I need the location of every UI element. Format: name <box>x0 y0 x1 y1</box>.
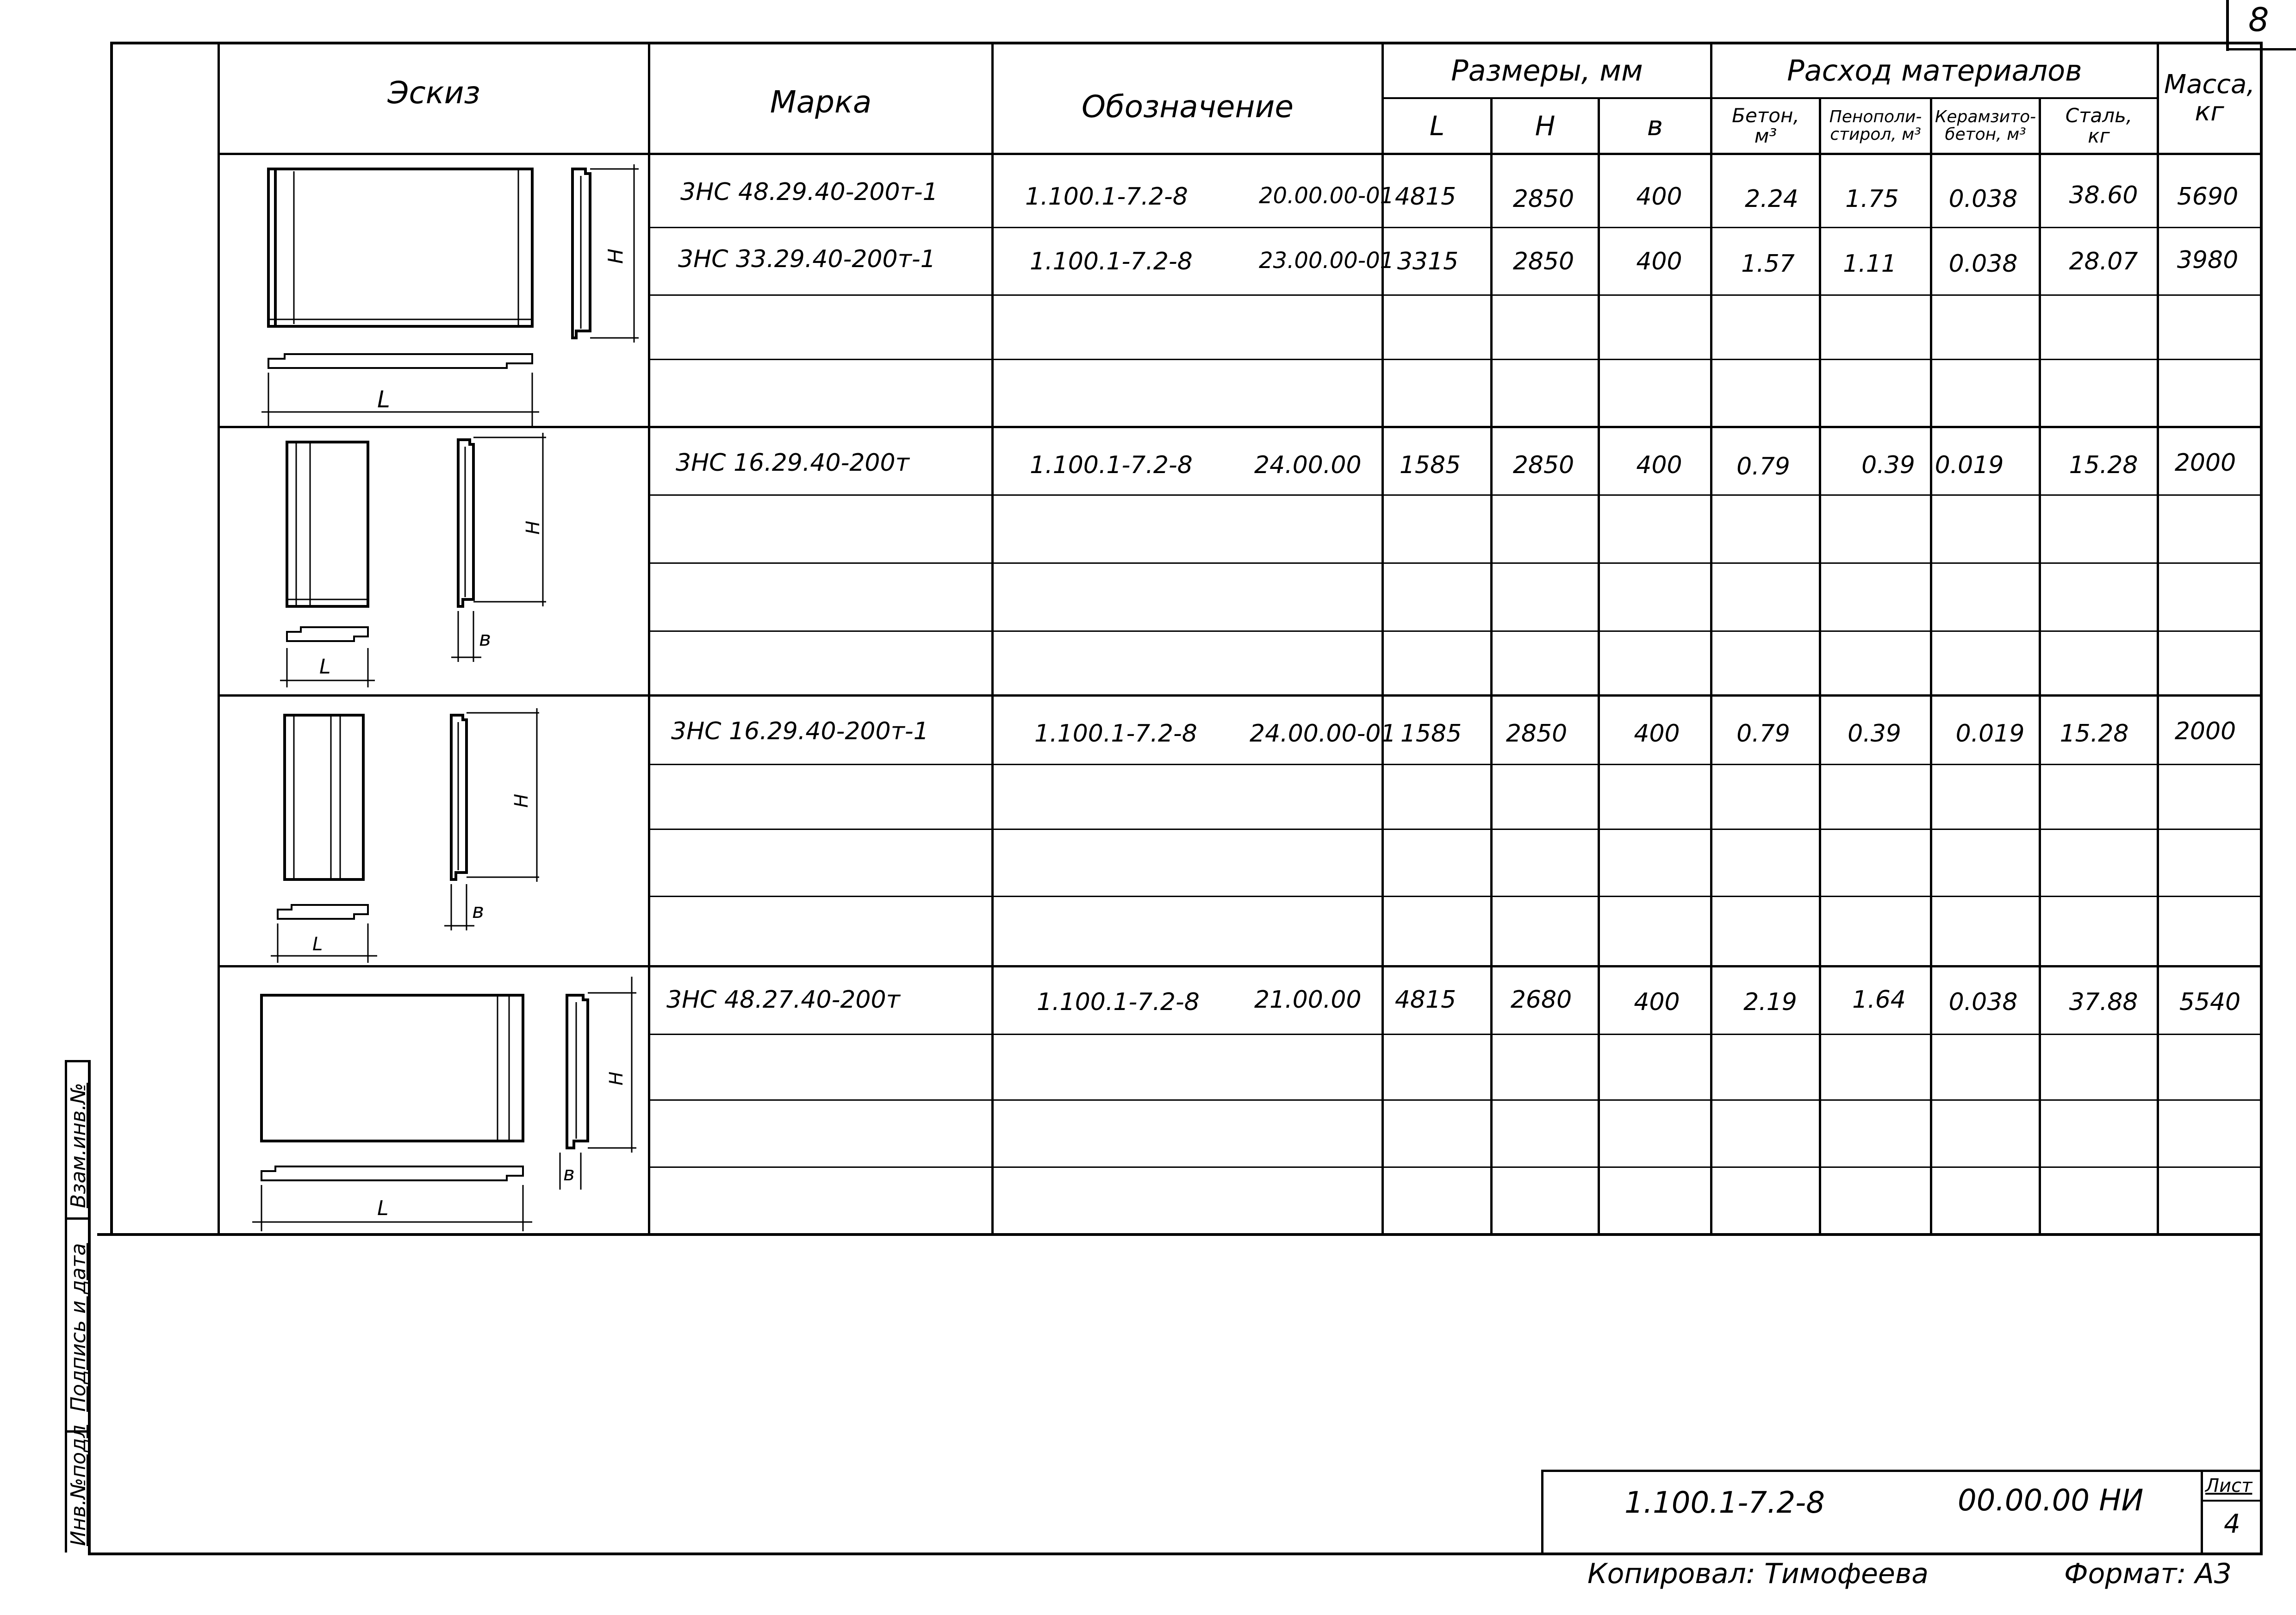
frame-left <box>110 42 113 1236</box>
row-code: 23.00.00-01 <box>1259 248 1394 274</box>
row-H: 2850 <box>1506 720 1568 748</box>
sketch-panel-small-2 <box>220 697 648 965</box>
side-stamp-sign-date: Подпись и дата <box>67 1243 90 1412</box>
header-concrete: Бетон, м³ <box>1732 104 1799 147</box>
row-claydite: 0.038 <box>1948 988 2018 1016</box>
row-claydite: 0.019 <box>1935 451 2004 479</box>
sketch-panel-small-1 <box>220 428 648 694</box>
header-size-H: H <box>1535 110 1556 142</box>
row-claydite: 0.019 <box>1955 720 2025 748</box>
title-doc-number: 1.100.1-7.2-8 <box>1624 1486 1825 1520</box>
row-steel: 28.07 <box>2069 248 2138 275</box>
row-L: 4815 <box>1394 183 1456 211</box>
row-L: 3315 <box>1397 248 1459 275</box>
sketch-label-L: L <box>377 1197 389 1220</box>
header-claydite: Керамзито-бетон, м³ <box>1935 107 2036 144</box>
row-concrete: 1.57 <box>1741 250 1795 278</box>
row-H: 2850 <box>1512 451 1574 479</box>
sketch-label-L: L <box>377 386 390 413</box>
side-stamp <box>65 1060 91 1553</box>
row-doc: 1.100.1-7.2-8 <box>1034 720 1197 748</box>
row-b: 400 <box>1636 183 1682 211</box>
frame-right <box>2260 42 2263 1555</box>
row-mass: 3980 <box>2177 246 2239 274</box>
row-claydite: 0.038 <box>1948 250 2018 278</box>
row-code: 24.00.00-01 <box>1250 720 1396 748</box>
row-H: 2850 <box>1512 185 1574 213</box>
header-designation: Обозначение <box>1082 89 1294 125</box>
row-claydite: 0.038 <box>1948 185 2018 213</box>
sketch-label-b: в <box>479 627 491 651</box>
header-materials: Расход материалов <box>1787 54 2082 88</box>
title-sheet-label: Лист <box>2205 1475 2252 1497</box>
sketch-label-H: H <box>523 520 544 535</box>
row-doc: 1.100.1-7.2-8 <box>1025 183 1188 211</box>
row-concrete: 0.79 <box>1736 453 1790 480</box>
row-concrete: 0.79 <box>1736 720 1790 748</box>
row-polystyrene: 1.75 <box>1845 185 1899 213</box>
row-polystyrene: 0.39 <box>1848 720 1901 748</box>
row-L: 4815 <box>1394 986 1456 1014</box>
row-mass: 5690 <box>2177 183 2239 211</box>
row-L: 1585 <box>1399 451 1461 479</box>
sketch-label-b: в <box>472 899 484 923</box>
row-L: 1585 <box>1400 720 1462 748</box>
row-concrete: 2.24 <box>1745 185 1798 213</box>
sketch-label-L: L <box>312 934 323 955</box>
sketch-label-H: H <box>606 1071 627 1085</box>
footer-copied-by: Копировал: Тимофеева <box>1587 1558 1929 1590</box>
row-steel: 37.88 <box>2069 988 2138 1016</box>
row-doc: 1.100.1-7.2-8 <box>1037 988 1200 1016</box>
row-mass: 2000 <box>2174 449 2236 477</box>
row-mark: 3НС 16.29.40-200т-1 <box>671 717 929 745</box>
row-steel: 15.28 <box>2069 451 2138 479</box>
footer-format: Формат: А3 <box>2064 1558 2232 1590</box>
sheet-corner-number: 8 <box>2248 1 2269 39</box>
row-code: 21.00.00 <box>1254 986 1362 1014</box>
header-steel: Сталь, кг <box>2065 104 2133 147</box>
header-sizes: Размеры, мм <box>1451 54 1643 88</box>
row-code: 24.00.00 <box>1254 451 1362 479</box>
row-mark: 3НС 16.29.40-200т <box>676 449 909 477</box>
sketch-label-L: L <box>319 655 331 679</box>
side-stamp-inv-repl: Взам.инв.№ <box>67 1083 90 1208</box>
header-size-L: L <box>1429 110 1445 142</box>
row-H: 2850 <box>1512 248 1574 275</box>
row-mass: 2000 <box>2174 717 2236 745</box>
row-polystyrene: 1.64 <box>1852 986 1906 1014</box>
row-b: 400 <box>1634 988 1680 1016</box>
row-mark: 3НС 33.29.40-200т-1 <box>678 245 936 273</box>
sketch-label-H: H <box>604 248 628 264</box>
header-mark: Марка <box>770 84 872 120</box>
row-code: 20.00.00-01 <box>1259 183 1394 209</box>
row-polystyrene: 1.11 <box>1843 250 1897 278</box>
row-mass: 5540 <box>2179 988 2241 1016</box>
row-steel: 38.60 <box>2069 181 2138 209</box>
header-polystyrene: Пенополи-стирол, м³ <box>1829 107 1922 144</box>
side-stamp-inv-orig: Инв.№подл <box>67 1425 90 1546</box>
row-polystyrene: 0.39 <box>1861 451 1915 479</box>
header-mass: Масса, кг <box>2164 69 2255 127</box>
row-doc: 1.100.1-7.2-8 <box>1030 451 1193 479</box>
row-mark: 3НС 48.29.40-200т-1 <box>680 178 938 206</box>
row-concrete: 2.19 <box>1743 988 1797 1016</box>
title-sheet-number: 4 <box>2224 1509 2240 1539</box>
row-steel: 15.28 <box>2060 720 2129 748</box>
row-b: 400 <box>1636 451 1682 479</box>
sketch-panel-large <box>220 155 648 426</box>
row-b: 400 <box>1636 248 1682 275</box>
row-mark: 3НС 48.27.40-200т <box>666 986 900 1014</box>
sketch-panel-large-2 <box>220 967 648 1234</box>
sketch-label-b: в <box>563 1162 575 1185</box>
row-b: 400 <box>1634 720 1680 748</box>
title-doc-code: 00.00.00 НИ <box>1958 1484 2144 1518</box>
row-H: 2680 <box>1510 986 1572 1014</box>
header-sketch: Эскиз <box>387 75 480 111</box>
header-size-b: в <box>1647 110 1663 142</box>
row-doc: 1.100.1-7.2-8 <box>1030 248 1193 275</box>
sketch-label-H: H <box>511 793 532 808</box>
title-block <box>1541 1470 2263 1555</box>
